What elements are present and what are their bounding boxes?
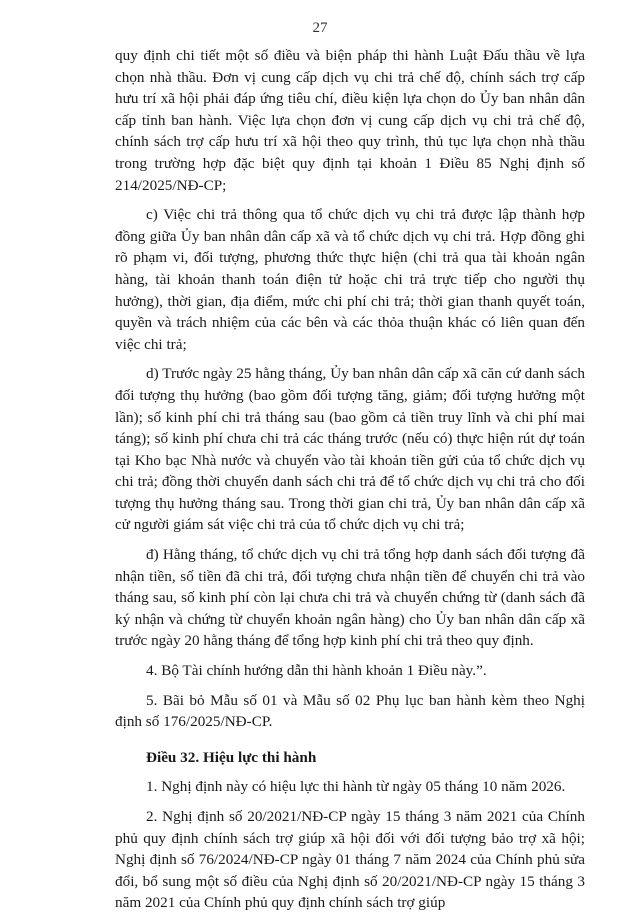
paragraph-item-dd: đ) Hằng tháng, tổ chức dịch vụ chi trả tổng hợp danh sách đối tượng đã nhận tiền, số tiền đã chi trả, đối tượng chưa nhận tiền để chuyển chi trả vào tháng sau, số kinh phí còn lại chưa chi trả và chuyển chứng từ (danh sách đã ký nhận và chứng từ chuyển khoản ngân hàng) cho Ủy ban nhân dân cấp xã trước ngày 20 hằng tháng để tổng hợp kinh phí chi trả theo quy định. <box>115 546 585 650</box>
document-body <box>115 45 585 922</box>
paragraph-item-c: c) Việc chi trả thông qua tổ chức dịch vụ chi trả được lập thành hợp đồng giữa Ủy ban nhân dân cấp xã và tổ chức dịch vụ chi trả. Hợp đồng ghi rõ phạm vi, đối tượng, phương thức thực hiện (chi trả qua tài khoản ngân hàng, tài khoản thanh toán điện tử hoặc chi trả trực tiếp cho người thụ hưởng), thời gian, địa điểm, mức chi phí chi trả; thời gian thanh quyết toán, quyền và trách nhiệm của các bên và các thỏa thuận khác có liên quan đến việc chi trả; <box>115 206 585 353</box>
paragraph-clause-5: 5. Bãi bỏ Mẫu số 01 và Mẫu số 02 Phụ lục ban hành kèm theo Nghị định số 176/2025/NĐ-CP. <box>115 691 585 731</box>
article-heading: Điều 32. Hiệu lực thi hành <box>146 748 317 766</box>
paragraph-clause-4: 4. Bộ Tài chính hướng dẫn thi hành khoản 1 Điều này.”. <box>146 662 487 680</box>
article-paragraph-1: 1. Nghị định này có hiệu lực thi hành từ ngày 05 tháng 10 năm 2026. <box>146 778 566 796</box>
article-paragraph-2: 2. Nghị định số 20/2021/NĐ-CP ngày 15 tháng 3 năm 2021 của Chính phủ quy định chính sách trợ giúp xã hội đối với đối tượng bảo trợ xã hội; Nghị định số 76/2024/NĐ-CP ngày 01 tháng 7 năm 2024 của Chính phủ sửa đổi, bổ sung một số điều của Nghị định số 20/2021/NĐ-CP ngày 15 tháng 3 năm 2021 của Chính phủ quy định chính sách trợ giúp <box>115 808 585 912</box>
page-number: 27 <box>312 20 328 36</box>
paragraph-continuation: quy định chi tiết một số điều và biện pháp thi hành Luật Đấu thầu về lựa chọn nhà thầu. Đơn vị cung cấp dịch vụ chi trả chế độ, chính sách trợ cấp hưu trí xã hội phải đáp ứng tiêu chí, điều kiện lựa chọn do Ủy ban nhân dân cấp tỉnh ban hành. Việc lựa chọn đơn vị cung cấp dịch vụ chi trả chế độ, chính sách trợ cấp hưu trí xã hội theo quy trình, thủ tục lựa chọn nhà thầu trong trường hợp đặc biệt quy định tại khoản 1 Điều 85 Nghị định số 214/2025/NĐ-CP; <box>115 47 585 194</box>
paragraph-item-d: d) Trước ngày 25 hằng tháng, Ủy ban nhân dân cấp xã căn cứ danh sách đối tượng thụ hưởng (bao gồm đối tượng tăng, giảm; đối tượng hưởng một lần); số kinh phí chi trả tháng sau (bao gồm cả tiền truy lĩnh và chi phí mai táng); số kinh phí chưa chi trả các tháng trước (nếu có) thực hiện rút dự toán tại Kho bạc Nhà nước và chuyển vào tài khoản tiền gửi của tổ chức dịch vụ chi trả; đồng thời chuyển danh sách chi trả để tổ chức dịch vụ chi trả cho đối tượng thụ hưởng tháng sau. Trong thời gian chi trả, Ủy ban nhân dân cấp xã cử người giám sát việc chi trả của tổ chức dịch vụ chi trả; <box>115 365 585 534</box>
